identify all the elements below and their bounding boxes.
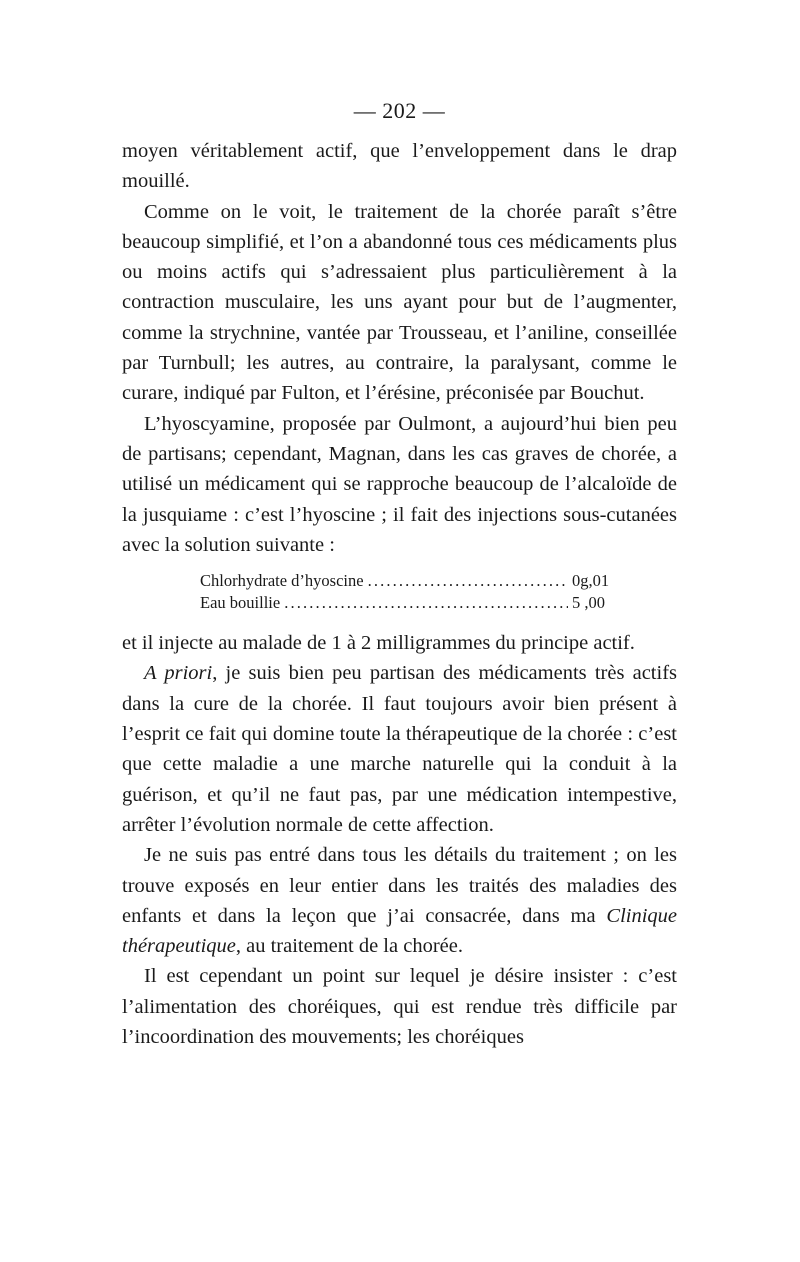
paragraph-details [122,840,677,961]
paragraph-hyoscyamine: L’hyoscyamine, proposée par Oulmont, a aujourd’hui bien peu de partisans; cependant, Magnan, dans les cas graves de chorée, a utilisé un médicament qui se rapproche beaucoup de l’alcaloïde de la jusquiame : c’est l’hyoscine ; il fait des injections sous-cutanées avec la solution suivante : [122,412,677,556]
prescription-formula [122,570,677,614]
paragraph-a-priori [122,658,677,840]
formula-row [200,592,620,614]
formula-ingredient: Chlorhydrate d’hyoscine [200,571,364,591]
formula-quantity: 0g,01 [572,571,610,591]
paragraph-alimentation: Il est cependant un point sur lequel je désire insister : c’est l’alimentation des choréiques, qui est rendue très difficile par l’incoordination des mouvements; les choréiques [122,965,677,1049]
formula-row [200,570,620,592]
page-number: — 202 — [353,98,446,123]
paragraph-treatment-simplified: Comme on le voit, le traitement de la chorée paraît s’être beaucoup simplifié, et l’on a abandonné tous ces médicaments plus ou moins actifs qui s’adressaient plus particulièrement à la contraction musculaire, les uns ayant pour but de l’augmenter, comme la strychnine, vantée par Trousseau, et l’aniline, conseillée par Turnbull; les autres, au contraire, la paralysant, comme le curare, indiqué par Fulton, et l’érésine, préconisée par Bouchut. [122,200,677,405]
paragraph-a-priori-text: , je suis bien peu partisan des médicaments très actifs dans la cure de la chorée. Il faut toujours avoir bien présent à l’esprit ce fait qui domine toute la thérapeutique de la chorée : c’est que cette maladie a une marche naturelle qui la conduit à la guérison, et qu’il ne faut pas, par une médication intempestive, arrêter l’évolution normale de cette affection. [122,662,678,836]
paragraph-injection-dose: et il injecte au malade de 1 à 2 milligrammes du principe actif. [122,632,635,655]
formula-quantity: 5 ,00 [572,593,605,613]
formula-ingredient: Eau bouillie [200,593,281,613]
italic-a-priori: A priori [144,662,213,685]
italic-book-title: Clinique thérapeutique [122,904,677,958]
paragraph-continuation: moyen véritablement actif, que l’enveloppement dans le drap mouillé. [122,140,677,193]
dot-leader [368,570,568,592]
dot-leader [284,592,568,614]
paragraph-details-before: Je ne suis pas entré dans tous les détails du traitement ; on les trouve exposés en leur entier dans les traités des maladies des enfants et dans la leçon que j’ai consacrée, dans ma [122,844,677,927]
book-page [122,96,677,1052]
paragraph-details-after: , au traitement de la chorée. [235,935,463,958]
